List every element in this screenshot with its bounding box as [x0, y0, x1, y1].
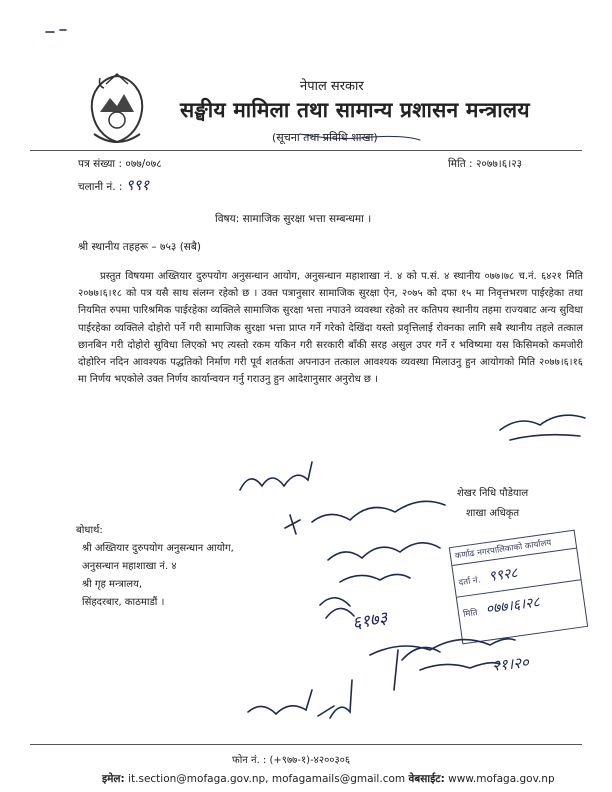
handwritten-note: २१।२० [491, 653, 530, 675]
letter-body: प्रस्तुत विषयमा अख्तियार दुरुपयोग अनुसन्धान आयोग, अनुसन्धान महाशाखा नं. ४ को प.सं. ४ स्थानीय ०७७।७८ च.नं. ६४२१ मिति २०७७।६।१८ को पत्र यसै साथ संलग्न रहेको छ । उक्त पत्रानुसार सामाजिक सुरक्षा ऐन, २०७५ को दफा १५ मा निवृत्तभरण पाईरहेका तथा नियमित रुपमा पारिश्रमिक पाईरहेका व्यक्तिले सामाजिक सुरक्षा भत्ता नपाउने व्यवस्था रहेको तर कतिपय स्थानीय तहमा राज्यबाट अन्य सुविधा पाईरहेका व्यक्तिले दोहोरो पर्ने गरी सामाजिक सुरक्षा भत्ता प्राप्त गर्ने गरेको देखिंदा यस्तो प्रवृत्तिलाई रोक्नका लागि सबै स्थानीय तहले तत्काल छानबिन गरी दोहोरो सुविधा लिएको भए त्यस्तो रकम यकिन गरी सरकारी बाँकी सरह असुल उपर गर्ने र भविष्यमा यस किसिमको कमजोरी दोहोरिन नदिन आवश्यक पद्धतिको निर्माण गरी पूर्व शतर्कता अपनाउन तत्काल आवश्यक व्यवस्था मिलाउनु हुन आयोगको मिति २०७७।६।१६ मा निर्णय भएकोले उक्त निर्णय कार्यान्वयन गर्नु गराउनु हुन आदेशानुसार अनुरोध छ । [78, 271, 583, 386]
stamp-office: कर्णाढ नगरपालिकाको कार्यालय [450, 531, 576, 566]
handwritten-note: ६१७३ [350, 608, 390, 634]
footer-phone: फोन नं. : (+९७७-१)-४२००३०६ [232, 755, 351, 766]
footer-contact [102, 772, 555, 786]
letter-number-label: पत्र संख्या : [78, 158, 123, 170]
email-link[interactable]: it.section@mofaga.gov.np, mofagamails@gmail.com [128, 773, 406, 785]
footer-divider [30, 744, 582, 745]
letter-number-value: ०७७/०७८ [125, 158, 162, 170]
cc-line: सिंहदरबार, काठमाडौं । [82, 597, 165, 608]
cc-line: अनुसन्धान महाशाखा नं. ४ [82, 561, 177, 572]
signatory-name: शेखर निधि पौडेयाल [457, 488, 529, 499]
letter-date-label: मिति : [448, 158, 473, 170]
dispatch-number-value: ९९१ [125, 176, 150, 194]
stamp-dartaa-label: दर्ता नं. [458, 575, 482, 589]
cc-line: श्री अख्तियार दुरुपयोग अनुसन्धान आयोग, [82, 543, 234, 554]
stamp-dartaa-value: ९९२८ [487, 565, 519, 585]
subject-line: विषय: सामाजिक सुरक्षा भत्ता सम्बन्धमा । [215, 213, 372, 225]
government-heading: नेपाल सरकार [300, 79, 364, 94]
stamp-date-value: ०७७।६।२८ [484, 594, 541, 618]
cc-heading: बोधार्थ: [76, 525, 103, 536]
signatory-title: शाखा अधिकृत [466, 508, 520, 519]
cc-line: श्री गृह मन्त्रालय, [82, 579, 143, 590]
dispatch-number-label: चलानी नं. : [78, 181, 123, 193]
addressee-line: श्री स्थानीय तहहरू – ७५३ (सबै) [78, 241, 201, 253]
branch-subtitle: (सूचना तथा प्रविधि शाखा) [272, 131, 378, 144]
ministry-title: सङ्घीय मामिला तथा सामान्य प्रशासन मन्त्रालय [180, 98, 530, 122]
website-link[interactable]: www.mofaga.gov.np [448, 773, 555, 785]
website-label: वेबसाईट: [408, 773, 445, 785]
stamp-date-label: मिति [462, 607, 479, 620]
email-label: इमेल: [102, 773, 125, 785]
letter-date-value: २०७७।६।२३ [475, 158, 523, 170]
